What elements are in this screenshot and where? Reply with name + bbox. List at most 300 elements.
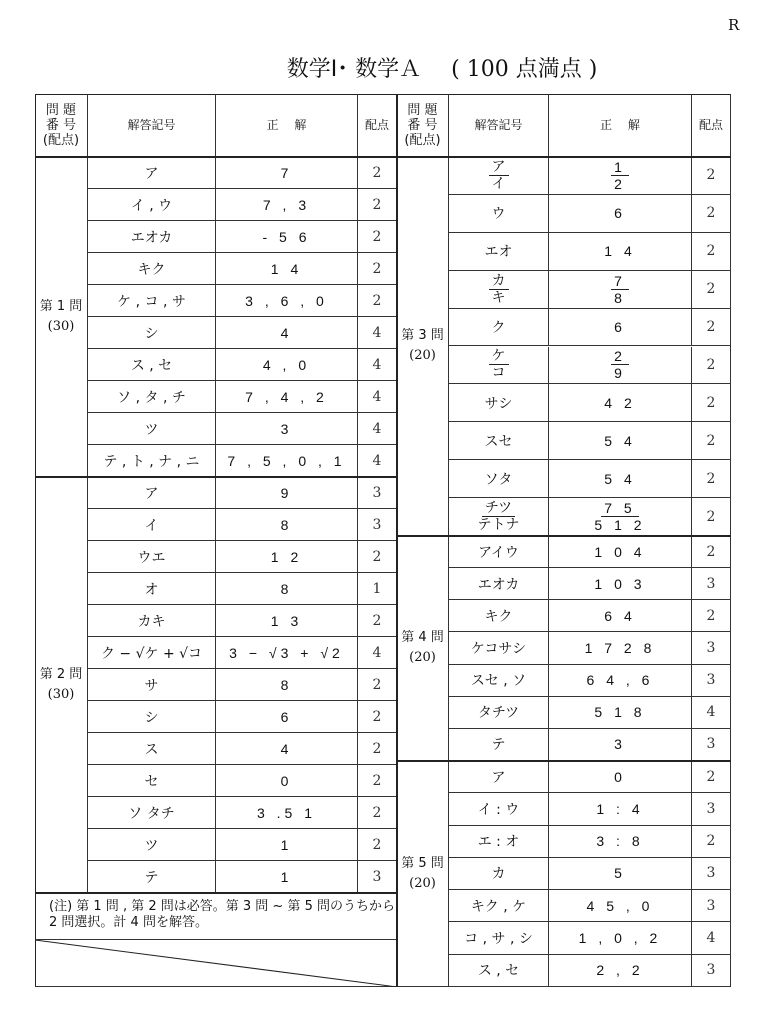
answer-symbol-cell <box>88 573 216 605</box>
answer-symbol: スセ , ソ <box>470 673 527 690</box>
answer-symbol-cell <box>88 733 216 765</box>
points-value: 2 <box>706 470 716 487</box>
answer-symbol-cell <box>449 955 549 987</box>
points-cell <box>358 189 397 221</box>
correct-answer: 1 <box>280 868 293 885</box>
answer-symbol-cell <box>88 253 216 285</box>
points-cell <box>358 285 397 317</box>
correct-answer-cell <box>549 195 692 233</box>
answer-symbol: タチツ <box>477 705 520 722</box>
correct-answer-cell <box>216 413 358 445</box>
correct-answer-cell <box>216 189 358 221</box>
points-value: 2 <box>706 243 716 260</box>
points-value: 3 <box>706 865 716 882</box>
correct-answer-cell <box>216 317 358 349</box>
correct-answer-cell <box>216 381 358 413</box>
correct-answer: 1 0 3 <box>594 575 646 592</box>
numerator: ア <box>489 159 509 176</box>
answer-symbol-cell <box>88 541 216 573</box>
answer-symbol: ソタ <box>484 471 513 488</box>
correct-answer: 6 <box>614 319 626 336</box>
answer-symbol: ウ <box>491 206 506 223</box>
correct-answer-cell <box>549 600 692 632</box>
numerator: チツ <box>482 500 515 517</box>
correct-answer: 3 , 6 , 0 <box>245 292 328 309</box>
points-cell <box>358 637 397 669</box>
answer-symbol-cell <box>88 861 216 893</box>
points-cell <box>692 309 731 347</box>
answer-symbol: ツ <box>144 837 159 854</box>
answer-symbol-cell <box>449 826 549 858</box>
points-cell <box>692 922 731 954</box>
header-correct-answer <box>549 94 692 157</box>
correct-answer-cell <box>549 793 692 825</box>
answer-symbol: ア <box>144 165 159 182</box>
correct-answer: 4 , 0 <box>262 356 311 373</box>
correct-answer: 6 <box>614 205 626 222</box>
points-value: 2 <box>706 833 716 850</box>
correct-answer: 1 0 4 <box>594 543 646 560</box>
denominator: コ <box>491 365 506 382</box>
header-question-number <box>397 94 449 157</box>
answer-symbol-cell <box>88 669 216 701</box>
answer-symbol: サ <box>144 677 159 694</box>
numerator: カ <box>489 273 509 290</box>
header-answer-label: 正 解 <box>266 118 307 132</box>
points-cell <box>358 413 397 445</box>
answer-symbol: ケ , コ , サ <box>117 293 186 310</box>
correct-answer-cell <box>216 701 358 733</box>
correct-answer: 8 <box>280 676 293 693</box>
correct-answer: 1 7 2 8 <box>584 639 656 656</box>
denominator: テトナ <box>477 517 520 534</box>
correct-answer: 3 : 8 <box>596 833 644 850</box>
answer-symbol: イ <box>144 517 159 534</box>
points-value: 3 <box>372 484 382 501</box>
question-number: 第 4 問 <box>401 630 444 645</box>
correct-answer-cell <box>549 347 692 385</box>
header-question-number <box>35 94 88 157</box>
answer-symbol-cell <box>88 605 216 637</box>
answer-symbol: テ <box>491 737 506 754</box>
answer-symbol-cell <box>88 445 216 477</box>
header-points-label: 配点 <box>364 118 389 132</box>
correct-answer: 0 <box>280 772 293 789</box>
answer-symbol-cell <box>88 701 216 733</box>
correct-answer: 8 <box>280 580 293 597</box>
answer-symbol: ス , セ <box>477 963 520 980</box>
correct-answer-cell <box>549 761 692 793</box>
note-box <box>35 893 397 940</box>
answer-symbol-cell <box>449 422 549 460</box>
correct-answer: 1 2 <box>270 548 303 565</box>
answer-symbol-fraction <box>489 273 509 306</box>
correct-answer: 4 <box>280 324 293 341</box>
points-cell <box>692 697 731 729</box>
points-value: 2 <box>372 740 382 757</box>
points-value: 4 <box>372 644 382 661</box>
answer-symbol-cell <box>88 477 216 509</box>
correct-answer: 4 <box>280 740 293 757</box>
header-answer-symbol <box>449 94 549 157</box>
correct-answer: 6 4 <box>604 607 636 624</box>
question-number: 第 1 問 <box>39 298 83 314</box>
header-symbol-label: 解答記号 <box>127 118 176 132</box>
numerator: ケ <box>489 348 509 365</box>
answer-symbol: ウエ <box>137 549 166 566</box>
points-value: 4 <box>706 930 716 947</box>
points-cell <box>692 858 731 890</box>
correct-answer-cell <box>549 460 692 498</box>
points-value: 2 <box>706 319 716 336</box>
correct-answer-cell <box>216 573 358 605</box>
answer-symbol-cell <box>449 729 549 761</box>
answer-symbol-cell <box>88 189 216 221</box>
points-value: 3 <box>706 962 716 979</box>
correct-answer: 8 <box>280 516 293 533</box>
answer-symbol-fraction <box>489 348 509 381</box>
answer-symbol: イ : ウ <box>477 801 520 818</box>
answer-symbol: ク − √ケ + √コ <box>100 645 203 662</box>
correct-answer-fraction <box>611 348 629 381</box>
answer-symbol: カキ <box>137 613 166 630</box>
answer-symbol-cell <box>88 157 216 189</box>
answer-symbol-cell <box>88 317 216 349</box>
correct-answer-cell <box>549 826 692 858</box>
answer-symbol-cell <box>449 665 549 697</box>
correct-answer: 5 4 <box>604 432 636 449</box>
points-cell <box>692 536 731 568</box>
points-value: 3 <box>706 639 716 656</box>
answer-symbol: エオ <box>484 244 513 261</box>
answer-symbol-cell <box>449 460 549 498</box>
diagonal-slash <box>35 940 396 987</box>
answer-symbol: テ <box>144 869 159 886</box>
points-cell <box>692 422 731 460</box>
answer-symbol-cell <box>88 349 216 381</box>
numerator: 7 <box>611 273 629 290</box>
denominator: 9 <box>614 365 626 382</box>
correct-answer: 3 <box>614 736 626 753</box>
correct-answer-cell <box>216 765 358 797</box>
answer-symbol-cell <box>88 381 216 413</box>
points-value: 2 <box>372 292 382 309</box>
header-symbol-label: 解答記号 <box>474 118 523 132</box>
correct-answer-fraction <box>611 159 629 192</box>
correct-answer: 7 <box>280 164 293 181</box>
question-score: (30) <box>47 686 75 702</box>
answer-symbol: キク <box>137 261 166 278</box>
points-cell <box>358 381 397 413</box>
correct-answer-cell <box>549 632 692 664</box>
points-cell <box>358 669 397 701</box>
correct-answer-fraction <box>611 273 629 306</box>
header-answer-symbol <box>88 94 216 157</box>
answer-symbol-fraction <box>478 500 520 533</box>
correct-answer: 3 .5 1 <box>256 804 317 821</box>
correct-answer-cell <box>216 541 358 573</box>
points-value: 2 <box>706 607 716 624</box>
correct-answer-cell <box>216 605 358 637</box>
answer-symbol: コ , サ , シ <box>464 931 533 948</box>
points-value: 4 <box>372 452 382 469</box>
correct-answer-cell <box>216 829 358 861</box>
correct-answer-cell <box>216 253 358 285</box>
correct-answer: 7 , 4 , 2 <box>245 388 328 405</box>
points-cell <box>358 477 397 509</box>
points-cell <box>358 253 397 285</box>
correct-answer: 5 <box>614 865 626 882</box>
points-cell <box>692 568 731 600</box>
points-value: 2 <box>706 432 716 449</box>
correct-answer-cell <box>216 861 358 893</box>
points-cell <box>692 347 731 385</box>
correct-answer: 6 <box>280 708 293 725</box>
points-value: 2 <box>372 164 382 181</box>
header-qnum-line: (配点) <box>404 132 441 148</box>
answer-symbol-cell <box>88 285 216 317</box>
correct-answer-cell <box>549 922 692 954</box>
correct-answer: 6 4 , 6 <box>586 672 654 689</box>
correct-answer-cell <box>216 797 358 829</box>
points-cell <box>358 445 397 477</box>
correct-answer-cell <box>549 384 692 422</box>
correct-answer-cell <box>216 509 358 541</box>
correct-answer: 1 , 0 , 2 <box>578 930 662 947</box>
points-cell <box>692 826 731 858</box>
section-right-5 <box>397 761 449 987</box>
answer-symbol: スセ <box>484 433 513 450</box>
section-divider <box>35 892 397 894</box>
section-right-3 <box>397 157 449 536</box>
answer-symbol: サシ <box>484 395 513 412</box>
header-points <box>692 94 731 157</box>
points-cell <box>358 829 397 861</box>
points-value: 3 <box>372 868 382 885</box>
points-value: 3 <box>706 575 716 592</box>
correct-answer: 7 , 5 , 0 , 1 <box>227 452 346 469</box>
correct-answer-cell <box>216 669 358 701</box>
correct-answer-cell <box>549 309 692 347</box>
points-cell <box>692 632 731 664</box>
points-value: 2 <box>706 205 716 222</box>
answer-symbol: カ <box>491 866 506 883</box>
answer-symbol-cell <box>449 309 549 347</box>
points-cell <box>692 890 731 922</box>
question-number: 第 5 問 <box>401 855 444 871</box>
question-number: 第 3 問 <box>401 328 444 343</box>
question-score: (20) <box>409 348 436 363</box>
header-answer-label: 正 解 <box>600 118 640 132</box>
section-divider <box>397 535 731 537</box>
answer-symbol-cell <box>88 509 216 541</box>
points-cell <box>692 600 731 632</box>
correct-answer-cell <box>216 445 358 477</box>
answer-symbol: ス <box>144 741 159 758</box>
points-value: 2 <box>706 543 716 560</box>
points-cell <box>358 797 397 829</box>
points-cell <box>358 701 397 733</box>
correct-answer-cell <box>549 729 692 761</box>
points-cell <box>358 861 397 893</box>
points-value: 3 <box>706 736 716 753</box>
answer-symbol-cell <box>88 413 216 445</box>
answer-symbol: イ , ウ <box>130 197 173 214</box>
points-value: 4 <box>372 356 382 373</box>
points-value: 2 <box>372 612 382 629</box>
denominator: 5 1 2 <box>594 517 646 534</box>
answer-symbol: エオカ <box>130 229 173 246</box>
points-value: 2 <box>372 836 382 853</box>
correct-answer: - 5 6 <box>262 228 311 245</box>
answer-symbol-fraction <box>489 159 509 192</box>
answer-symbol: オ <box>144 581 159 598</box>
answer-symbol: ソ , タ , チ <box>117 389 186 406</box>
answer-symbol-cell <box>449 697 549 729</box>
question-number: 第 2 問 <box>39 666 83 682</box>
points-value: 2 <box>706 768 716 785</box>
points-value: 2 <box>372 676 382 693</box>
points-cell <box>692 460 731 498</box>
correct-answer-cell <box>549 665 692 697</box>
header-correct-answer <box>216 94 358 157</box>
question-score: (20) <box>409 650 436 665</box>
answer-symbol-cell <box>449 233 549 271</box>
points-value: 3 <box>372 516 382 533</box>
points-cell <box>692 271 731 309</box>
correct-answer-cell <box>549 697 692 729</box>
points-value: 2 <box>706 508 716 525</box>
points-value: 2 <box>372 196 382 213</box>
answer-symbol-cell <box>449 347 549 385</box>
points-cell <box>692 384 731 422</box>
points-cell <box>692 498 731 536</box>
points-value: 2 <box>372 548 382 565</box>
answer-symbol-cell <box>449 858 549 890</box>
empty-slashed-cell <box>35 940 397 987</box>
correct-answer-cell <box>549 568 692 600</box>
answer-symbol-cell <box>88 829 216 861</box>
page-title <box>0 52 774 83</box>
answer-symbol: ツ <box>144 421 159 438</box>
answer-symbol-cell <box>449 498 549 536</box>
points-value: 3 <box>706 672 716 689</box>
correct-answer-cell <box>549 271 692 309</box>
points-cell <box>358 157 397 189</box>
answer-symbol: エオカ <box>477 576 520 593</box>
answer-symbol-cell <box>449 890 549 922</box>
denominator: キ <box>491 289 506 306</box>
correct-answer: 4 2 <box>604 394 636 411</box>
answer-symbol-cell <box>449 600 549 632</box>
title-subject: 数学Ⅰ･ 数学Ａ <box>286 57 422 82</box>
correct-answer-cell <box>216 733 358 765</box>
header-qnum-line: 問 題 <box>407 102 438 118</box>
correct-answer: 9 <box>280 484 293 501</box>
points-cell <box>358 765 397 797</box>
points-value: 2 <box>706 167 716 184</box>
section-left-1 <box>35 157 88 477</box>
denominator: 2 <box>614 175 626 192</box>
answer-symbol: キク <box>484 608 513 625</box>
correct-answer-cell <box>216 157 358 189</box>
correct-answer: 2 , 2 <box>596 962 644 979</box>
points-cell <box>692 793 731 825</box>
points-cell <box>692 761 731 793</box>
header-points <box>358 94 397 157</box>
correct-answer: 3 − √3 + √2 <box>229 644 344 661</box>
header-points-label: 配点 <box>698 118 723 132</box>
points-value: 4 <box>372 324 382 341</box>
correct-answer: 3 <box>280 420 293 437</box>
correct-answer-cell <box>549 498 692 536</box>
answer-symbol-cell <box>449 157 549 195</box>
answer-symbol: エ : オ <box>477 834 520 851</box>
answer-symbol: セ <box>144 773 159 790</box>
header-qnum-line: 問 題 <box>45 102 77 118</box>
points-value: 4 <box>372 388 382 405</box>
numerator: 2 <box>611 348 629 365</box>
points-cell <box>358 349 397 381</box>
points-cell <box>358 733 397 765</box>
answer-symbol-cell <box>449 761 549 793</box>
points-cell <box>692 729 731 761</box>
answer-symbol: ア <box>491 769 506 786</box>
header-divider <box>35 156 731 158</box>
answer-symbol-cell <box>449 793 549 825</box>
answer-symbol: テ , ト , ナ , ニ <box>103 453 200 470</box>
correct-answer-cell <box>549 890 692 922</box>
answer-symbol-cell <box>449 568 549 600</box>
correct-answer: 5 1 8 <box>594 704 646 721</box>
points-cell <box>692 195 731 233</box>
answer-symbol: シ <box>144 325 159 342</box>
answer-symbol-cell <box>88 797 216 829</box>
header-qnum-line: 番 号 <box>407 117 438 133</box>
points-value: 3 <box>706 800 716 817</box>
correct-answer-cell <box>549 858 692 890</box>
points-cell <box>358 221 397 253</box>
section-right-4 <box>397 536 449 761</box>
correct-answer: 4 5 , 0 <box>586 897 654 914</box>
answer-symbol: シ <box>144 709 159 726</box>
answer-symbol-cell <box>449 922 549 954</box>
correct-answer-cell <box>549 536 692 568</box>
correct-answer-cell <box>216 349 358 381</box>
correct-answer-cell <box>216 221 358 253</box>
correct-answer-cell <box>216 285 358 317</box>
answer-symbol-cell <box>449 271 549 309</box>
question-score: (20) <box>409 875 436 891</box>
numerator: 7 5 <box>601 500 638 517</box>
answer-symbol-cell <box>449 536 549 568</box>
points-cell <box>692 955 731 987</box>
center-divider <box>396 94 398 987</box>
numerator: 1 <box>611 159 629 176</box>
correct-answer: 1 4 <box>270 260 303 277</box>
answer-symbol: ア <box>144 485 159 502</box>
points-value: 2 <box>372 228 382 245</box>
answer-symbol-cell <box>449 195 549 233</box>
points-cell <box>358 317 397 349</box>
title-points: ( 100 点満点 ) <box>451 57 598 82</box>
points-value: 1 <box>372 580 382 597</box>
points-cell <box>358 605 397 637</box>
header-qnum-line: (配点) <box>42 132 80 148</box>
correct-answer-cell <box>549 422 692 460</box>
points-value: 4 <box>706 704 716 721</box>
points-value: 2 <box>372 260 382 277</box>
